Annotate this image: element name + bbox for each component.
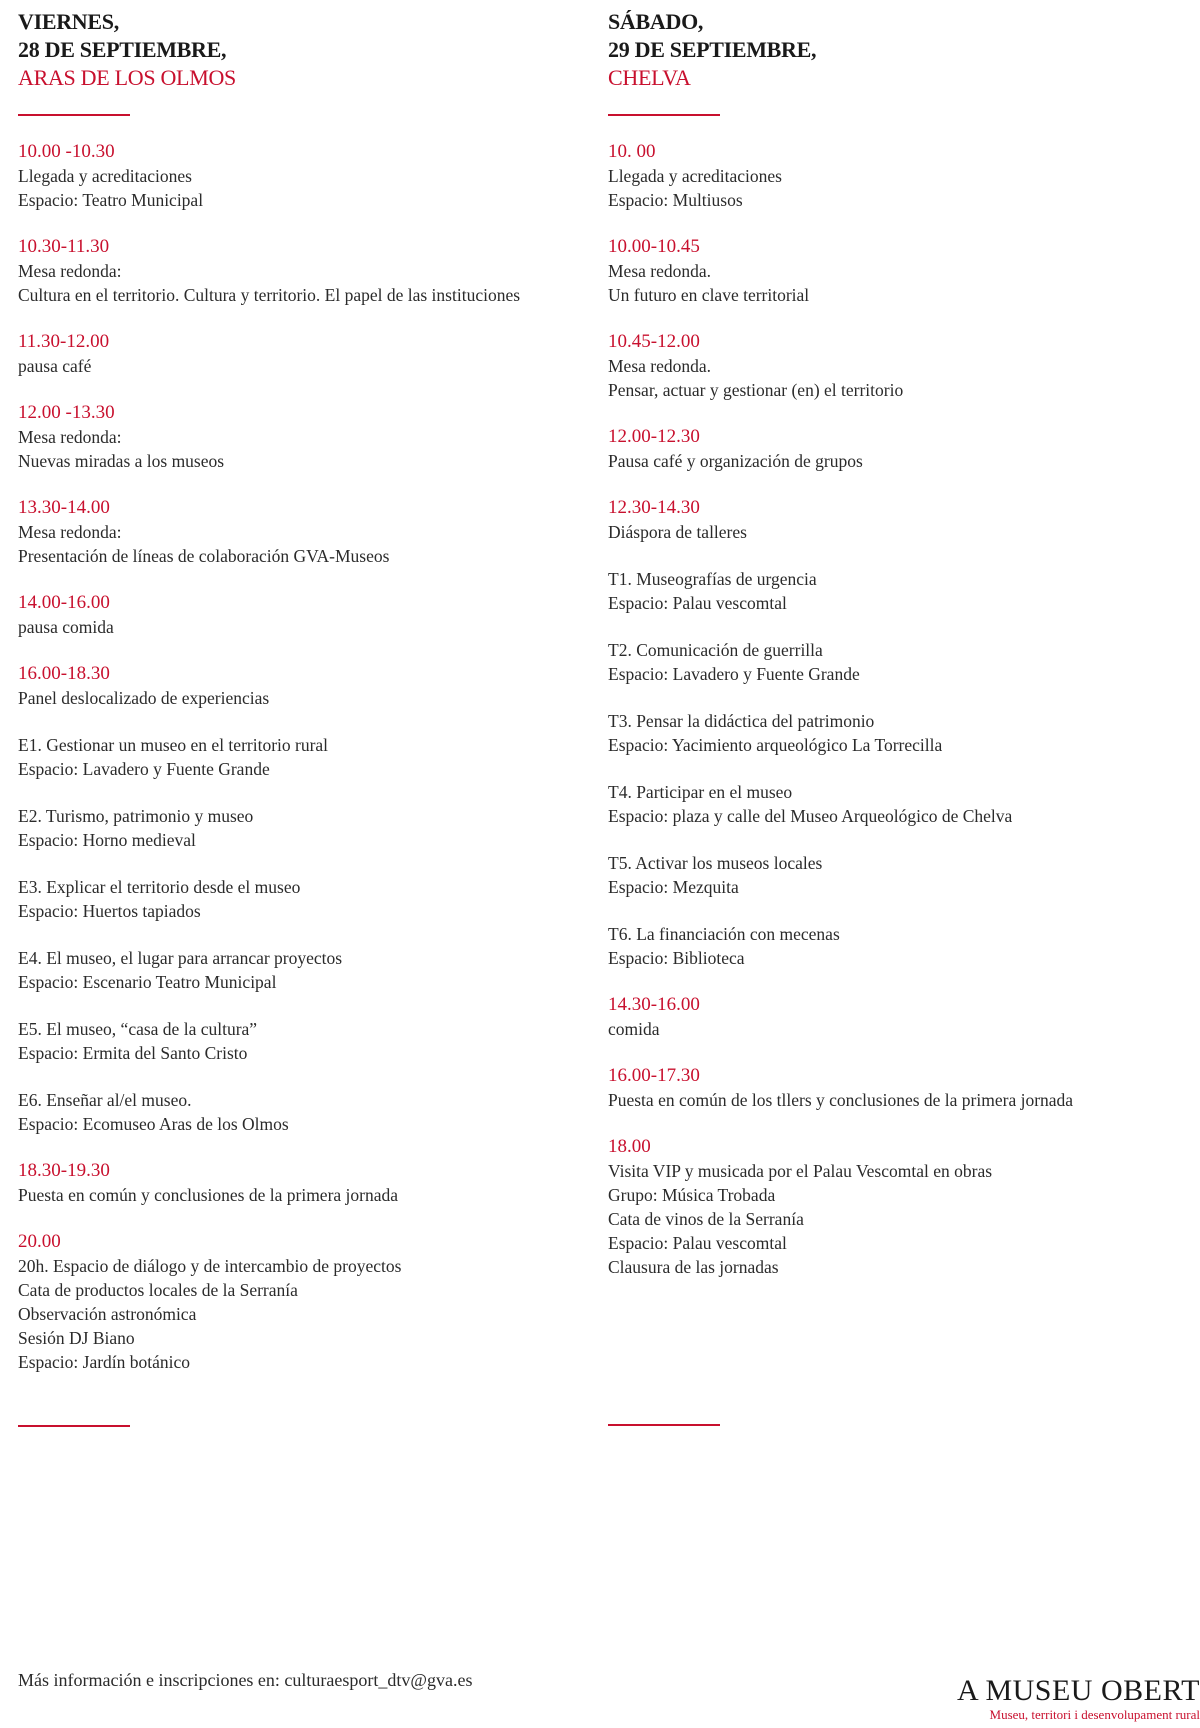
header-divider <box>608 114 720 116</box>
event-time: 16.00-18.30 <box>18 663 110 684</box>
event-time: 11.30-12.00 <box>18 331 110 352</box>
event-line: Espacio: Horno medieval <box>18 830 196 850</box>
event-line: Cata de vinos de la Serranía <box>608 1209 804 1229</box>
logo-title: A MUSEU OBERT <box>956 1674 1200 1707</box>
day-date: 28 DE SEPTIEMBRE, <box>18 37 227 62</box>
schedule-item <box>18 662 578 710</box>
saturday-column <box>608 8 1188 1302</box>
event-line: Panel deslocalizado de experiencias <box>18 688 270 708</box>
end-divider <box>608 1424 720 1426</box>
end-divider <box>18 1425 130 1427</box>
day-weekday: VIERNES, <box>18 9 119 34</box>
logo-subtitle: Museu, territori i desenvolupament rural <box>989 1707 1200 1722</box>
event-line: E4. El museo, el lugar para arrancar proyectos <box>18 948 343 968</box>
event-line: T6. La financiación con mecenas <box>608 924 840 944</box>
schedule-item <box>608 1064 1188 1112</box>
schedule-item <box>18 591 578 639</box>
event-time: 12.30-14.30 <box>608 497 700 518</box>
event-line: Espacio: Yacimiento arqueológico La Torrecilla <box>608 735 943 755</box>
event-line: Pausa café y organización de grupos <box>608 451 863 471</box>
event-line: Espacio: Huertos tapiados <box>18 901 201 921</box>
event-line: T4. Participar en el museo <box>608 782 793 802</box>
event-line: Espacio: Jardín botánico <box>18 1352 191 1372</box>
event-line: E6. Enseñar al/el museo. <box>18 1090 192 1110</box>
event-line: Puesta en común y conclusiones de la primera jornada <box>18 1185 399 1205</box>
event-time: 10. 00 <box>608 141 656 162</box>
header-divider <box>18 114 130 116</box>
event-time: 12.00-12.30 <box>608 426 700 447</box>
event-line: Espacio: Teatro Municipal <box>18 190 204 210</box>
schedule-item <box>608 567 1188 615</box>
schedule-item <box>608 851 1188 899</box>
event-line: Mesa redonda: <box>18 522 122 542</box>
event-line: Espacio: plaza y calle del Museo Arqueológico de Chelva <box>608 806 1013 826</box>
event-time: 10.00 -10.30 <box>18 141 115 162</box>
event-line: Clausura de las jornadas <box>608 1257 779 1277</box>
event-line: Espacio: Lavadero y Fuente Grande <box>18 759 270 779</box>
event-line: Mesa redonda: <box>18 261 122 281</box>
event-line: Cultura en el territorio. Cultura y territorio. El papel de las instituciones <box>18 285 521 305</box>
schedule-item <box>608 993 1188 1041</box>
schedule-item <box>18 330 578 378</box>
schedule-item <box>18 804 578 852</box>
schedule-item <box>18 401 578 473</box>
event-line: E2. Turismo, patrimonio y museo <box>18 806 254 826</box>
event-time: 16.00-17.30 <box>608 1065 700 1086</box>
event-line: Espacio: Palau vescomtal <box>608 1233 787 1253</box>
day-place: ARAS DE LOS OLMOS <box>18 65 236 90</box>
event-line: Espacio: Multiusos <box>608 190 743 210</box>
schedule-item <box>18 1088 578 1136</box>
schedule-item <box>18 733 578 781</box>
event-line: T3. Pensar la didáctica del patrimonio <box>608 711 875 731</box>
event-time: 13.30-14.00 <box>18 497 110 518</box>
schedule-item <box>608 1135 1188 1279</box>
event-time: 18.00 <box>608 1136 651 1157</box>
event-time: 14.00-16.00 <box>18 592 110 613</box>
event-line: Observación astronómica <box>18 1304 197 1324</box>
event-time: 20.00 <box>18 1231 61 1252</box>
event-line: Visita VIP y musicada por el Palau Vescomtal en obras <box>608 1161 993 1181</box>
event-list <box>18 140 578 1374</box>
museu-obert-logo <box>957 1675 1200 1723</box>
event-line: Diáspora de talleres <box>608 522 747 542</box>
schedule-item <box>608 140 1188 212</box>
event-line: pausa café <box>18 356 92 376</box>
schedule-item <box>608 235 1188 307</box>
event-line: Nuevas miradas a los museos <box>18 451 225 471</box>
footer-info: Más información e inscripciones en: culturaesport_dtv@gva.es <box>18 1670 473 1690</box>
schedule-item <box>18 1017 578 1065</box>
event-line: Espacio: Mezquita <box>608 877 739 897</box>
event-time: 14.30-16.00 <box>608 994 700 1015</box>
event-line: Espacio: Lavadero y Fuente Grande <box>608 664 860 684</box>
event-line: Puesta en común de los tllers y conclusiones de la primera jornada <box>608 1090 1074 1110</box>
event-line: Sesión DJ Biano <box>18 1328 135 1348</box>
schedule-item <box>608 638 1188 686</box>
event-line: Llegada y acreditaciones <box>18 166 192 186</box>
event-time: 10.00-10.45 <box>608 236 700 257</box>
event-time: 18.30-19.30 <box>18 1160 110 1181</box>
event-line: pausa comida <box>18 617 114 637</box>
event-line: comida <box>608 1019 660 1039</box>
event-line: T1. Museografías de urgencia <box>608 569 817 589</box>
friday-column <box>18 8 578 1397</box>
schedule-item <box>608 425 1188 473</box>
schedule-item <box>18 1159 578 1207</box>
schedule-item <box>18 1230 578 1374</box>
event-time: 12.00 -13.30 <box>18 402 115 423</box>
event-line: E1. Gestionar un museo en el territorio rural <box>18 735 329 755</box>
event-line: Cata de productos locales de la Serranía <box>18 1280 298 1300</box>
schedule-item <box>608 780 1188 828</box>
day-date: 29 DE SEPTIEMBRE, <box>608 37 817 62</box>
event-line: E3. Explicar el territorio desde el museo <box>18 877 301 897</box>
event-line: Espacio: Ecomuseo Aras de los Olmos <box>18 1114 289 1134</box>
schedule-item <box>18 496 578 568</box>
schedule-item <box>18 875 578 923</box>
event-time: 10.45-12.00 <box>608 331 700 352</box>
event-line: Espacio: Biblioteca <box>608 948 745 968</box>
event-line: Mesa redonda. <box>608 356 712 376</box>
event-line: Presentación de líneas de colaboración GVA-Museos <box>18 546 390 566</box>
event-line: Espacio: Escenario Teatro Municipal <box>18 972 277 992</box>
schedule-item <box>18 946 578 994</box>
event-line: Un futuro en clave territorial <box>608 285 810 305</box>
event-line: Llegada y acreditaciones <box>608 166 782 186</box>
event-line: Espacio: Palau vescomtal <box>608 593 787 613</box>
schedule-item <box>608 330 1188 402</box>
event-list <box>608 140 1188 1279</box>
event-line: Pensar, actuar y gestionar (en) el territorio <box>608 380 904 400</box>
event-line: 20h. Espacio de diálogo y de intercambio de proyectos <box>18 1256 402 1276</box>
event-line: Mesa redonda: <box>18 427 122 447</box>
event-line: Grupo: Música Trobada <box>608 1185 776 1205</box>
event-line: T2. Comunicación de guerrilla <box>608 640 823 660</box>
day-place: CHELVA <box>608 65 691 90</box>
event-line: Espacio: Ermita del Santo Cristo <box>18 1043 248 1063</box>
schedule-item <box>608 922 1188 970</box>
schedule-item <box>608 709 1188 757</box>
event-line: Mesa redonda. <box>608 261 712 281</box>
day-weekday: SÁBADO, <box>608 9 704 34</box>
event-time: 10.30-11.30 <box>18 236 110 257</box>
schedule-item <box>608 496 1188 544</box>
event-line: E5. El museo, “casa de la cultura” <box>18 1019 258 1039</box>
schedule-item <box>18 235 578 307</box>
event-line: T5. Activar los museos locales <box>608 853 823 873</box>
schedule-item <box>18 140 578 212</box>
